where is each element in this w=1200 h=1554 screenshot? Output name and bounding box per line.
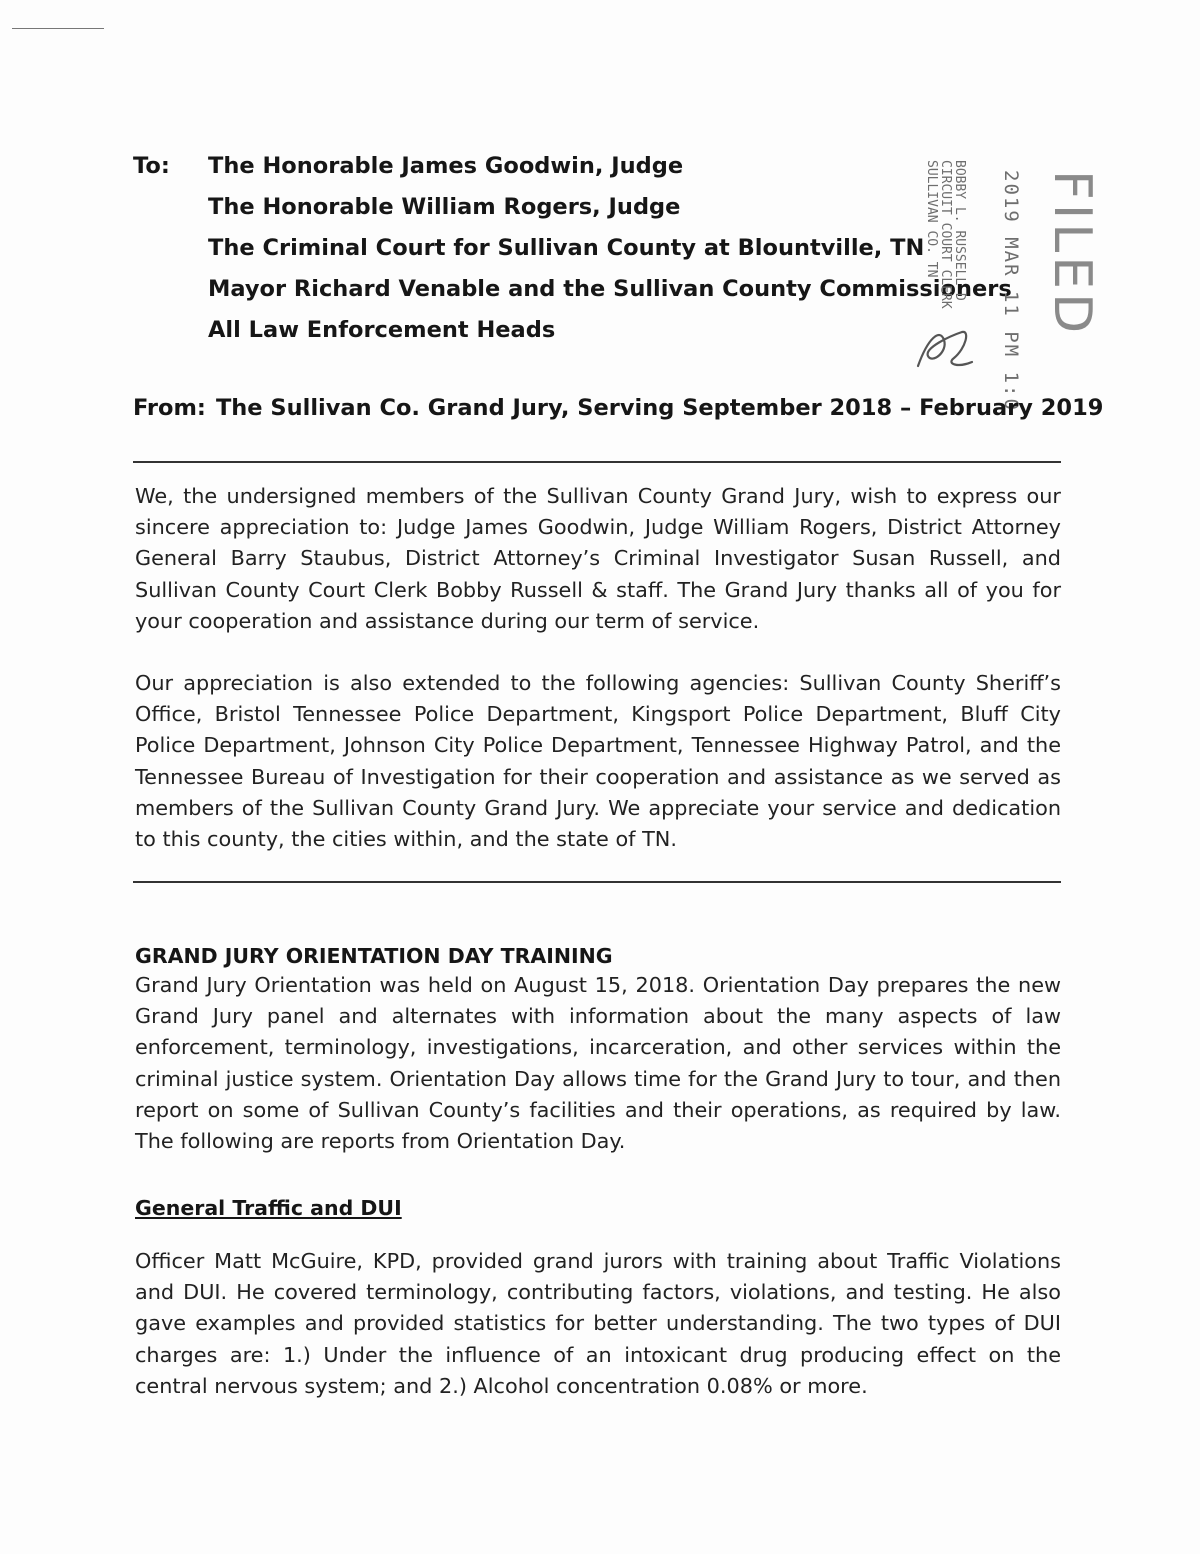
divider	[133, 461, 1061, 463]
from-line	[133, 395, 1103, 421]
recipient-list	[208, 146, 1012, 351]
appreciation-paragraph: We, the undersigned members of the Sullivan County Grand Jury, wish to express our sincere appreciation to: Judge James Goodwin, Judge William Rogers, District Attorney General Barry Staubus, District Attorney’s Criminal Investigator Susan Russell, and Sullivan County Court Clerk Bobby Russell & staff. The Grand Jury thanks all of you for your cooperation and assistance during our term of service.	[135, 484, 1061, 633]
recipient-line: The Honorable William Rogers, Judge	[208, 194, 681, 220]
recipient-line: Mayor Richard Venable and the Sullivan County Commissioners	[208, 276, 1012, 302]
recipient-line: All Law Enforcement Heads	[208, 317, 556, 343]
dui-paragraph: Officer Matt McGuire, KPD, provided grand jurors with training about Traffic Violations and DUI. He covered terminology, contributing factors, violations, and testing. He also gave examples and provided statistics for better understanding. The two types of DUI charges are: 1.) Under the influence of an intoxicant drug producing effect on the central nervous system; and 2.) Alcohol concentration 0.08% or more.	[135, 1249, 1061, 1398]
clerk-stamp-line: SULLIVAN CO. TN	[924, 160, 939, 278]
section-heading: GRAND JURY ORIENTATION DAY TRAINING	[135, 944, 613, 968]
subsection-heading: General Traffic and DUI	[135, 1196, 402, 1220]
recipient-line: The Honorable James Goodwin, Judge	[208, 153, 684, 179]
divider	[133, 881, 1061, 883]
filing-date-stamp: 2019 MAR 11 PM 1:0	[1000, 170, 1022, 412]
clerk-stamp	[924, 160, 966, 309]
to-label: To:	[133, 153, 170, 179]
clerk-stamp-line: CIRCUIT COURT CLERK	[938, 160, 953, 309]
from-text: The Sullivan Co. Grand Jury, Serving September 2018 – February 2019	[215, 395, 1104, 421]
recipient-line: The Criminal Court for Sullivan County at Blountville, TN	[208, 235, 925, 261]
agencies-paragraph: Our appreciation is also extended to the following agencies: Sullivan County Sheriff’s Office, Bristol Tennessee Police Department, Kingsport Police Department, Bluff City Police Department, Johnson City Police Department, Tennessee Highway Patrol, and the Tennessee Bureau of Investigation for their cooperation and assistance as we served as members of the Sullivan County Grand Jury. We appreciate your service and dedication to this county, the cities within, and the state of TN.	[135, 671, 1061, 852]
clerk-signature	[910, 318, 980, 378]
orientation-paragraph: Grand Jury Orientation was held on August 15, 2018. Orientation Day prepares the new Grand Jury panel and alternates with information about the many aspects of law enforcement, terminology, investigations, incarceration, and other services within the criminal justice system. Orientation Day allows time for the Grand Jury to tour, and then report on some of Sullivan County’s facilities and their operations, as required by law. The following are reports from Orientation Day.	[135, 973, 1061, 1154]
clerk-stamp-line: BOBBY L. RUSSELL D	[952, 160, 967, 301]
filed-stamp: FILED	[1042, 170, 1102, 338]
from-label: From:	[133, 395, 206, 421]
scan-artifact	[12, 28, 104, 29]
